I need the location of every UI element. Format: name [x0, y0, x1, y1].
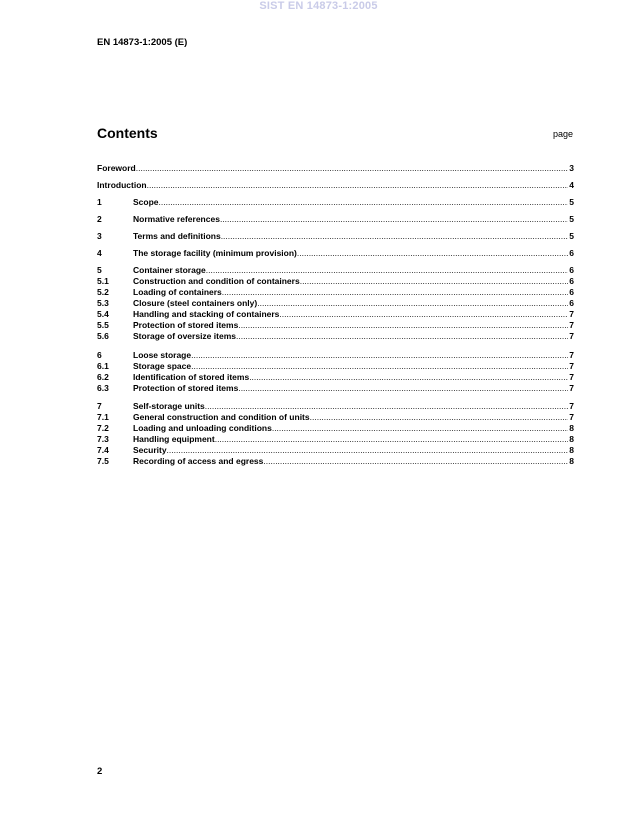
toc-entry-page: 6 — [569, 248, 574, 258]
toc-leader-dots — [236, 331, 568, 342]
toc-entry-title: Loose storage — [133, 350, 192, 360]
toc-entry-title: The storage facility (minimum provision) — [133, 248, 297, 258]
toc-entry-title: Construction and condition of containers — [133, 276, 300, 286]
toc-leader-dots — [191, 350, 568, 361]
toc-entry-number: 2 — [97, 214, 102, 224]
toc-entry[interactable] — [97, 180, 574, 191]
toc-entry-page: 7 — [569, 401, 574, 411]
toc-entry-page: 5 — [569, 197, 574, 207]
toc-entry[interactable] — [97, 265, 574, 276]
contents-heading: Contents — [97, 125, 158, 141]
toc-entry-number: 5.4 — [97, 309, 109, 319]
toc-entry-number: 1 — [97, 197, 102, 207]
toc-entry-number: 7.4 — [97, 445, 109, 455]
toc-entry-page: 8 — [569, 434, 574, 444]
toc-entry-number: 3 — [97, 231, 102, 241]
toc-entry-page: 8 — [569, 445, 574, 455]
toc-entry-number: 6.1 — [97, 361, 109, 371]
toc-entry-number: 7.3 — [97, 434, 109, 444]
toc-leader-dots — [205, 401, 568, 412]
page-number: 2 — [97, 766, 103, 777]
toc-entry-page: 4 — [569, 180, 574, 190]
toc-entry[interactable] — [97, 309, 574, 320]
toc-entry-page: 8 — [569, 456, 574, 466]
toc-entry-number: 7.1 — [97, 412, 109, 422]
toc-entry-title: Recording of access and egress — [133, 456, 264, 466]
toc-entry[interactable] — [97, 372, 574, 383]
toc-entry[interactable] — [97, 434, 574, 445]
toc-entry-title: Storage space — [133, 361, 192, 371]
toc-entry[interactable] — [97, 401, 574, 412]
toc-entry[interactable] — [97, 331, 574, 342]
toc-entry-title: Introduction — [97, 180, 147, 190]
toc-leader-dots — [238, 320, 568, 331]
toc-entry-title: Self-storage units — [133, 401, 205, 411]
toc-leader-dots — [272, 423, 568, 434]
toc-entry-title: Terms and definitions — [133, 231, 221, 241]
toc-entry[interactable] — [97, 276, 574, 287]
toc-entry-title: Foreword — [97, 163, 136, 173]
toc-entry[interactable] — [97, 456, 574, 467]
toc-entry-title: Handling and stacking of containers — [133, 309, 280, 319]
toc-entry-page: 6 — [569, 287, 574, 297]
toc-entry-page: 7 — [569, 372, 574, 382]
toc-entry[interactable] — [97, 163, 574, 174]
toc-entry-number: 7.5 — [97, 456, 109, 466]
toc-entry-page: 6 — [569, 265, 574, 275]
toc-entry-page: 6 — [569, 298, 574, 308]
toc-leader-dots — [279, 309, 568, 320]
toc-entry-number: 5 — [97, 265, 102, 275]
toc-entry-page: 7 — [569, 361, 574, 371]
toc-entry[interactable] — [97, 298, 574, 309]
toc-entry-title: Normative references — [133, 214, 220, 224]
toc-entry-number: 5.1 — [97, 276, 109, 286]
toc-leader-dots — [206, 265, 569, 276]
toc-entry-title: Storage of oversize items — [133, 331, 236, 341]
toc-entry[interactable] — [97, 445, 574, 456]
toc-entry-page: 6 — [569, 276, 574, 286]
toc-leader-dots — [310, 412, 569, 423]
toc-entry-page: 7 — [569, 320, 574, 330]
toc-leader-dots — [191, 361, 568, 372]
toc-entry[interactable] — [97, 287, 574, 298]
toc-entry-page: 5 — [569, 214, 574, 224]
toc-entry[interactable] — [97, 361, 574, 372]
toc-entry-title: Container storage — [133, 265, 206, 275]
toc-leader-dots — [257, 298, 568, 309]
toc-entry[interactable] — [97, 320, 574, 331]
toc-entry-page: 7 — [569, 383, 574, 393]
toc-leader-dots — [300, 276, 569, 287]
toc-leader-dots — [136, 163, 569, 174]
toc-entry-title: Protection of stored items — [133, 383, 239, 393]
toc-leader-dots — [220, 214, 568, 225]
toc-leader-dots — [238, 383, 568, 394]
toc-entry-number: 5.3 — [97, 298, 109, 308]
toc-entry-page: 5 — [569, 231, 574, 241]
toc-entry-number: 6.3 — [97, 383, 109, 393]
toc-entry-title: Security — [133, 445, 167, 455]
toc-entry-page: 3 — [569, 163, 574, 173]
toc-entry-page: 8 — [569, 423, 574, 433]
toc-entry[interactable] — [97, 383, 574, 394]
toc-entry-number: 5.5 — [97, 320, 109, 330]
toc-leader-dots — [215, 434, 569, 445]
toc-leader-dots — [147, 180, 569, 191]
toc-entry-number: 6 — [97, 350, 102, 360]
toc-entry-title: Protection of stored items — [133, 320, 239, 330]
toc-leader-dots — [221, 231, 569, 242]
toc-leader-dots — [297, 248, 568, 259]
document-id: EN 14873-1:2005 (E) — [97, 37, 188, 48]
toc-leader-dots — [159, 197, 569, 208]
toc-entry-title: Handling equipment — [133, 434, 215, 444]
toc-leader-dots — [249, 372, 568, 383]
toc-entry-page: 7 — [569, 331, 574, 341]
toc-entry[interactable] — [97, 248, 574, 259]
page-column-label: page — [552, 129, 573, 139]
toc-entry-page: 7 — [569, 412, 574, 422]
toc-entry-title: Scope — [133, 197, 159, 207]
toc-entry[interactable] — [97, 423, 574, 434]
toc-entry-number: 5.2 — [97, 287, 109, 297]
toc-entry-number: 4 — [97, 248, 102, 258]
toc-entry[interactable] — [97, 350, 574, 361]
toc-entry-title: Identification of stored items — [133, 372, 250, 382]
toc-entry-title: Loading of containers — [133, 287, 222, 297]
toc-entry-number: 5.6 — [97, 331, 109, 341]
toc-entry[interactable] — [97, 412, 574, 423]
toc-entry[interactable] — [97, 231, 574, 242]
toc-entry-page: 7 — [569, 350, 574, 360]
watermark: SIST EN 14873-1:2005 — [259, 0, 378, 12]
toc-entry-number: 7 — [97, 401, 102, 411]
toc-entry-number: 6.2 — [97, 372, 109, 382]
toc-entry-number: 7.2 — [97, 423, 109, 433]
toc-leader-dots — [222, 287, 568, 298]
toc-entry-title: Closure (steel containers only) — [133, 298, 258, 308]
toc-entry-page: 7 — [569, 309, 574, 319]
toc-entry-title: Loading and unloading conditions — [133, 423, 272, 433]
toc-leader-dots — [167, 445, 569, 456]
toc-leader-dots — [263, 456, 568, 467]
toc-entry[interactable] — [97, 197, 574, 208]
toc-entry-title: General construction and condition of units — [133, 412, 310, 422]
toc-entry[interactable] — [97, 214, 574, 225]
